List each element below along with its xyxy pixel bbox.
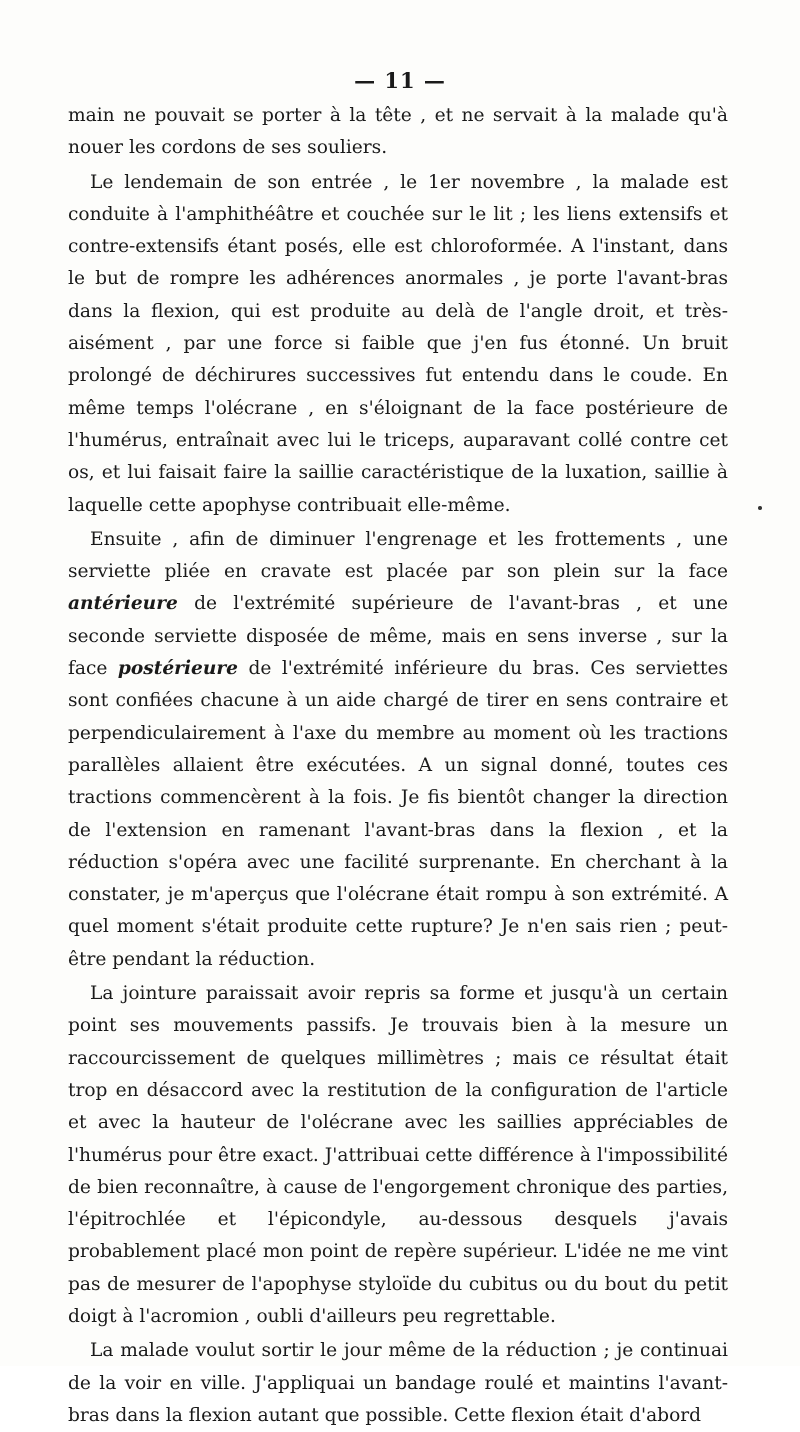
- margin-mark: [758, 506, 762, 510]
- paragraph-3-part-2: de l'extrémité supérieure de l'avant-bras , et une seconde serviette disposée de même, mais en sens inverse , sur la face: [68, 593, 728, 680]
- body-text: [68, 100, 728, 1432]
- page-number: — 11 —: [354, 68, 446, 93]
- emphasis-anterieure: antérieure: [68, 593, 178, 615]
- paragraph-5: La malade voulut sortir le jour même de la réduction ; je continuai de la voir en ville. J'appliquai un bandage roulé et maintins l'avant-bras dans la flexion autant que possible. Cette flexion était d'abord: [68, 1340, 728, 1426]
- paragraph-3-part-3: de l'extrémité inférieure du bras. Ces serviettes sont confiées chacune à un aide chargé de tirer en sens contraire et perpendiculairement à l'axe du membre au moment où les tractions parallèles allaient être exécutées. A un signal donné, toutes ces tractions commencèrent à la fois. Je fis bientôt changer la direction de l'extension en ramenant l'avant-bras dans la flexion , et la réduction s'opéra avec une facilité surprenante. En cherchant à la constater, je m'aperçus que l'olécrane était rompu à son extrémité. A quel moment s'était produite cette rupture? Je n'en sais rien ; peut-être pendant la réduction.: [68, 658, 728, 970]
- paragraph-4: La jointure paraissait avoir repris sa forme et jusqu'à un certain point ses mouvements passifs. Je trouvais bien à la mesure un raccourcissement de quelques millimètres ; mais ce résultat était trop en désaccord avec la restitution de la configuration de l'article et avec la hauteur de l'olécrane avec les saillies appréciables de l'humérus pour être exact. J'attribuai cette différence à l'impossibilité de bien reconnaître, à cause de l'engorgement chronique des parties, l'épitrochlée et l'épicondyle, au-dessous desquels j'avais probablement placé mon point de repère supérieur. L'idée ne me vint pas de mesurer de l'apophyse styloïde du cubitus ou du bout du petit doigt à l'acromion , oubli d'ailleurs peu regrettable.: [68, 983, 728, 1327]
- paragraph-3: [68, 524, 728, 976]
- paragraph-3-part-1: Ensuite , afin de diminuer l'engrenage et les frottements , une serviette pliée en cravate est placée par son plein sur la face: [68, 528, 728, 583]
- emphasis-posterieure: postérieure: [117, 658, 238, 680]
- paragraph-2: Le lendemain de son entrée , le 1er novembre , la malade est conduite à l'amphithéâtre et couchée sur le lit ; les liens extensifs et contre-extensifs étant posés, elle est chloroformée. A l'instant, dans le but de rompre les adhérences anormales , je porte l'avant-bras dans la flexion, qui est produite au delà de l'angle droit, et très-aisément , par une force si faible que j'en fus étonné. Un bruit prolongé de déchirures successives fut entendu dans le coude. En même temps l'olécrane , en s'éloignant de la face postérieure de l'humérus, entraînait avec lui le triceps, auparavant collé contre cet os, et lui faisait faire la saillie caractéristique de la luxation, saillie à laquelle cette apophyse contribuait elle-même.: [68, 171, 728, 516]
- paragraph-1: main ne pouvait se porter à la tête , et ne servait à la malade qu'à nouer les cordons de ses souliers.: [68, 105, 728, 159]
